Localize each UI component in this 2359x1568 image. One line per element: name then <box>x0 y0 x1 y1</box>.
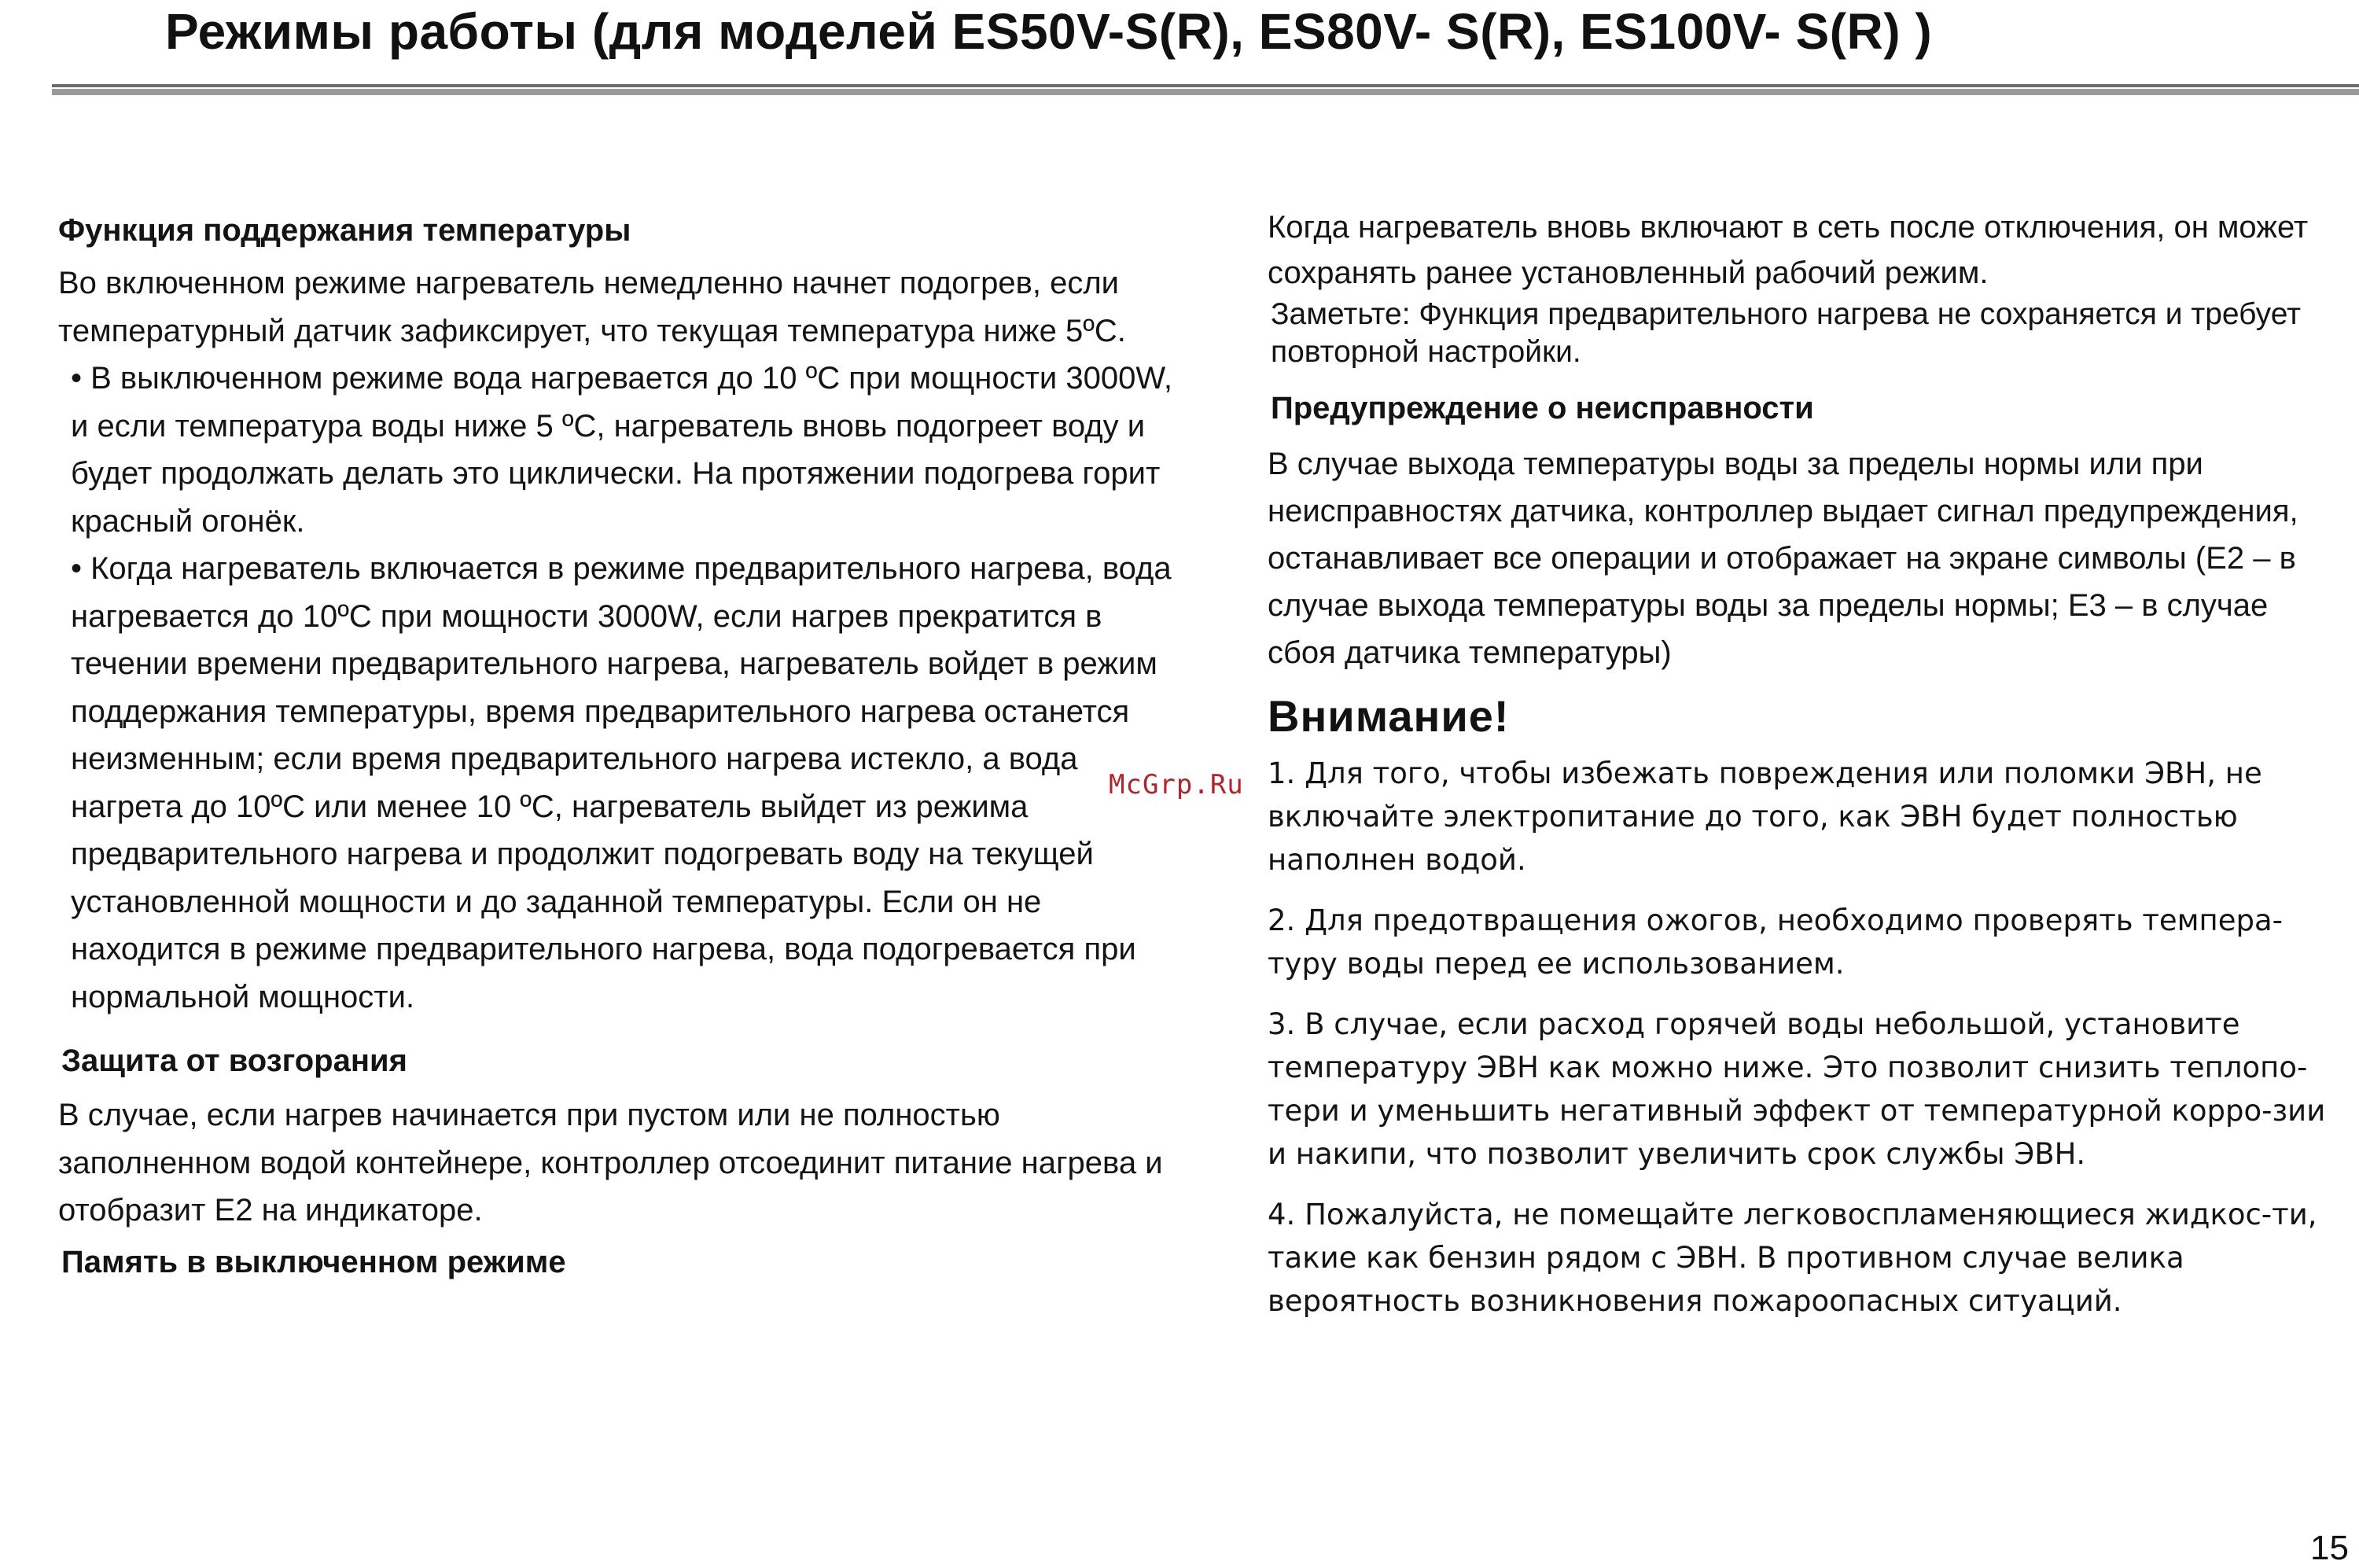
off-mode-paragraph <box>58 355 1175 545</box>
section-heading-off-mode-memory: Память в выключенном режиме <box>61 1244 566 1279</box>
off-mode-text: • В выключенном режиме вода нагревается до 10 ºС при мощности 3000W, и если температура воды ниже 5 ºС, нагреватель вновь подогреет воду и будет продолжать делать это циклически. На протяжении подогрева горит красный огонёк. <box>71 361 1173 539</box>
header-rule-thick <box>52 89 2359 95</box>
fire-protection-paragraph: В случае, если нагрев начинается при пустом или не полностью заполненном водой контейнере, контроллер отсоединит питание нагрева и отобразит Е2 на индикаторе. <box>58 1098 1163 1228</box>
attention-heading: Внимание! <box>1268 691 1510 741</box>
section-heading-fire-protection: Защита от возгорания <box>61 1043 407 1078</box>
attention-item-2: 2. Для предотвращения ожогов, необходимо проверять темпера-туру воды перед ее использованием. <box>1268 904 2284 981</box>
attention-item-3: 3. В случае, если расход горячей воды небольшой, установите температуру ЭВН как можно ниже. Это позволит снизить теплопо-тери и уменьшить негативный эффект от температурной корро-зии и накипи, что позволит увеличить срок службы ЭВН. <box>1268 1007 2326 1171</box>
right-column <box>1268 211 2345 1323</box>
memory-note: Заметьте: Функция предварительного нагрева не сохраняется и требует повторной настройки. <box>1271 297 2301 369</box>
preheat-mode-text: • Когда нагреватель включается в режиме предварительного нагрева, вода нагревается до 10ºС при мощности 3000W, если нагрев прекратится в течении времени предварительного нагрева, нагреватель войдет в режим поддержания температуры, время предварительного нагрева останется неизменным; если время предварительного нагрева истекло, а вода нагрета до 10ºС или менее 10 ºС, нагреватель выйдет из режима предварительного нагрева и продолжит подогревать воду на текущей установленной мощности и до заданной температуры. Если он не находится в режиме предварительного нагрева, вода подогревается при нормальной мощности. <box>71 551 1172 1014</box>
attention-item-4: 4. Пожалуйста, не помещайте легковоспламеняющиеся жидкос-ти, такие как бензин рядом с ЭВН. В противном случае велика вероятность возникновения пожароопасных ситуаций. <box>1268 1198 2317 1318</box>
left-column <box>58 211 1175 1282</box>
attention-item-1: 1. Для того, чтобы избежать повреждения или поломки ЭВН, не включайте электропитание до того, как ЭВН будет полностью наполнен водой. <box>1268 756 2262 877</box>
watermark: McGrp.Ru <box>1109 769 1244 801</box>
malfunction-warning-paragraph: В случае выхода температуры воды за пределы нормы или при неисправностях датчика, контроллер выдает сигнал предупреждения, останавливает все операции и отображает на экране символы (Е2 – в случае выхода температуры воды за пределы нормы; Е3 – в случае сбоя датчика температуры) <box>1268 447 2298 670</box>
section-heading-temperature-maintenance: Функция поддержания температуры <box>58 213 631 248</box>
temperature-maintenance-paragraph: Во включенном режиме нагреватель немедленно начнет подогрев, если температурный датчик зафиксирует, что текущая температура ниже 5ºС. <box>58 266 1126 348</box>
memory-text: Когда нагреватель вновь включают в сеть после отключения, он может сохранять ранее установленный рабочий режим. <box>1268 210 2309 290</box>
page-title: Режимы работы (для моделей ES50V-S(R), ES80V- S(R), ES100V- S(R) ) <box>165 3 1933 60</box>
preheat-mode-paragraph <box>58 545 1175 1021</box>
header-rule-thin <box>52 84 2359 87</box>
section-heading-malfunction-warning: Предупреждение о неисправности <box>1271 391 1814 425</box>
page-number: 15 <box>2310 1529 2349 1567</box>
